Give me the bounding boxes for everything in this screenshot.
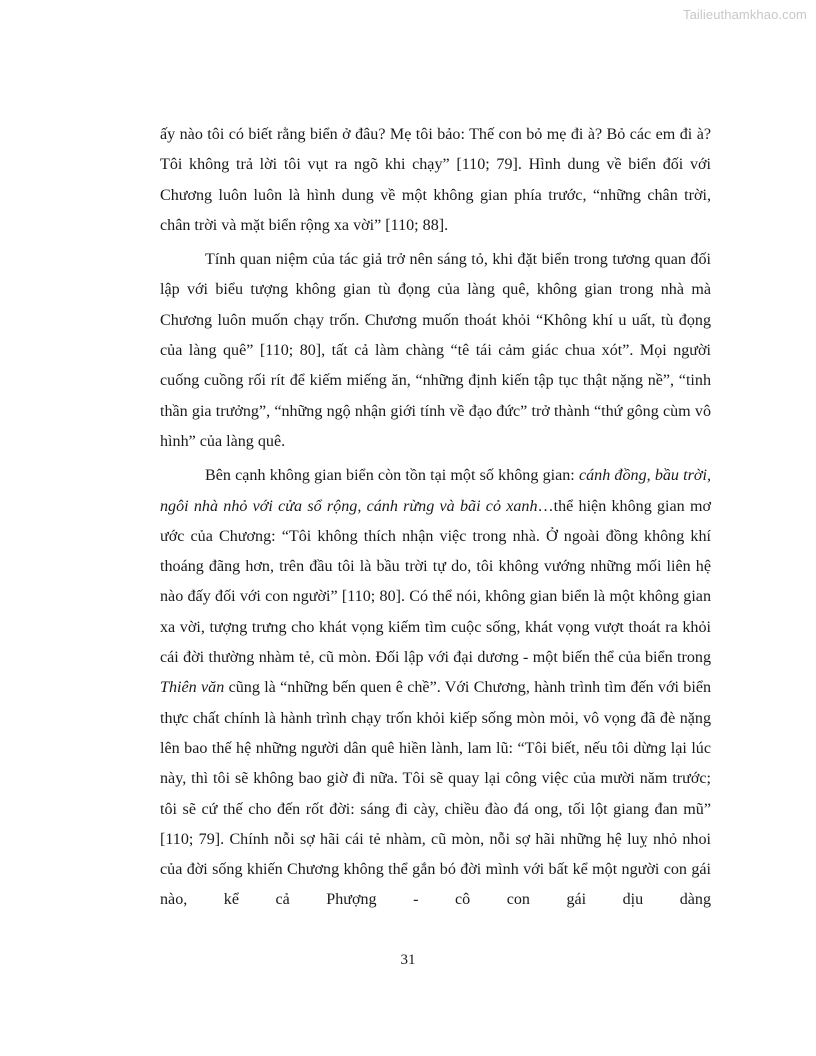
text-segment: Tính quan niệm của tác giả trở nên sáng tỏ, khi đặt biển trong tương quan đối lập với biểu tượng không gian tù đọng của làng quê, không gian trong nhà mà Chương luôn muốn chạy trốn. Chương muốn thoát khỏi “Không khí u uất, tù đọng của làng quê” [110; 80], tất cả làm chàng “tê tái cảm giác chua xót”. Mọi người cuống cuồng rối rít để kiếm miếng ăn, “những định kiến tập tục thật nặng nề”, “tinh thần gia trưởng”, “những ngộ nhận giới tính về đạo đức” trở thành “thứ gông cùm vô hình” của làng quê. — [160, 251, 711, 450]
italic-text: Thiên văn — [160, 679, 225, 697]
paragraph-3 — [160, 461, 711, 915]
italic-text: cánh đồng, bầu trời, ngôi nhà nhỏ với cửa sổ rộng, cánh rừng và bãi cỏ xanh — [160, 467, 711, 515]
paragraph-1 — [160, 120, 711, 241]
watermark: Tailieuthamkhao.com — [682, 7, 807, 22]
paragraph-2 — [160, 245, 711, 457]
document-body — [160, 120, 711, 916]
text-segment: cũng là “những bến quen ê chề”. Với Chương, hành trình tìm đến với biển thực chất chính là hành trình chạy trốn khỏi kiếp sống mòn mỏi, vô vọng đã đè nặng lên bao thế hệ những người dân quê hiền lành, lam lũ: “Tôi biết, nếu tôi dừng lại lúc này, thì tôi sẽ không bao giờ đi nữa. Tôi sẽ quay lại công việc của mười năm trước; tôi sẽ cứ thế cho đến rốt đời: sáng đi cày, chiều đào đá ong, tối lột giang đan mũ” [110; 79]. Chính nỗi sợ hãi cái tẻ nhàm, cũ mòn, nỗi sợ hãi những hệ luỵ nhỏ nhoi của đời sống khiến Chương không thể gắn bó đời mình với bất kể một người con gái nào, kể cả Phượng - cô con gái dịu dàng — [160, 679, 712, 909]
text-segment: …thể hiện không gian mơ ước của Chương: “Tôi không thích nhận việc trong nhà. Ở ngoài đồng không khí thoáng đãng hơn, trên đầu tôi là bầu trời tự do, tôi không vướng những mối liên hệ nào đấy đối với con người” [110; 80]. Có thể nói, không gian biển là một không gian xa vời, tượng trưng cho khát vọng kiếm tìm cuộc sống, khát vọng vượt thoát ra khỏi cái đời thường nhàm tẻ, cũ mòn. Đối lập với đại dương - một biến thể của biển trong — [160, 497, 711, 667]
text-segment: ấy nào tôi có biết rằng biển ở đâu? Mẹ tôi bảo: Thế con bỏ mẹ đi à? Bỏ các em đi à? Tôi không trả lời tôi vụt ra ngõ khi chạy” [110; 79]. Hình dung về biển đối với Chương luôn luôn là hình dung về một không gian phía trước, “những chân trời, chân trời và mặt biển rộng xa vời” [110; 88]. — [160, 126, 711, 234]
text-segment: Bên cạnh không gian biển còn tồn tại một số không gian: — [205, 467, 579, 485]
page-number: 31 — [400, 952, 416, 968]
